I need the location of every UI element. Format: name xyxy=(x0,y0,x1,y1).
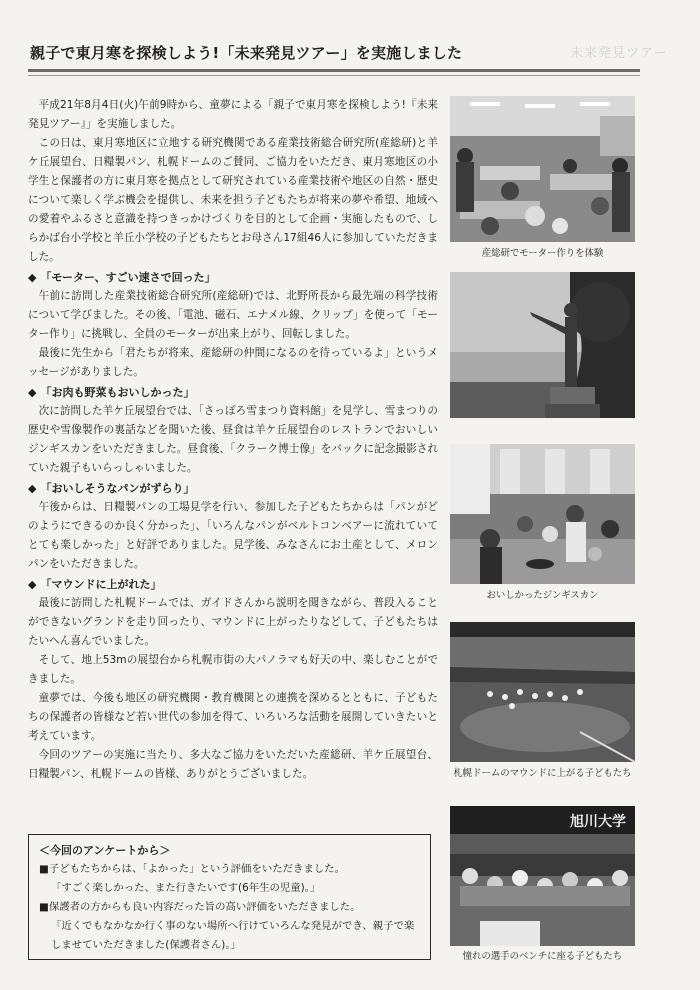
square-bullet-icon: ■ xyxy=(39,901,49,913)
section-paragraph: そして、地上53mの展望台から札幌市街の大パノラマも好天の中、楽しむことができました。 xyxy=(28,654,438,685)
section-heading xyxy=(28,575,438,594)
intro-paragraph: 平成21年8月4日(火)午前9時から、童夢による「親子で東月寒を探検しよう!『未来発見ツアー』」を実施しました。 xyxy=(28,99,438,130)
section-heading-text: 「モーター、すごい速さで回った」 xyxy=(40,271,216,284)
intro-paragraph: この日は、東月寒地区に立地する研究機関である産業技術総合研究所(産総研)と羊ケ丘展望台、日糧製パン、札幌ドームのご賛同、ご協力をいただき、東月寒地区の小学生と保護者の方に東月寒を拠点として研究されている産業技術や地区の自然・歴史について楽しく学ぶ機会を提供し、未来を担う子どもたちが将来の夢や希望、地域への愛着やふるさと意識を持つきっかけづくりを目的として企画・実施したもので、しらかば台小学校と羊丘小学校の子どもたちとお母さん17組46人に参加していただきました。 xyxy=(28,137,438,263)
section-heading-text: 「お肉も野菜もおいしかった」 xyxy=(40,386,195,399)
title-rule xyxy=(28,69,640,72)
photo-caption: 札幌ドームのマウンドに上がる子どもたち xyxy=(453,768,632,779)
section-heading xyxy=(28,268,438,287)
diamond-bullet-icon: ◆ xyxy=(28,271,37,284)
article-title: 親子で東月寒を探検しよう!「未来発見ツアー」を実施しました xyxy=(30,44,463,62)
square-bullet-icon: ■ xyxy=(39,863,49,875)
section-paragraph: 午後からは、日糧製パンの工場見学を行い、参加した子どもたちからは「パンがどのようにできるのか良く分かった」、「いろんなパンがベルトコンベアーに流れていてとても楽しかった」と好評でありました。見学後、みなさんにお土産として、メロンパンをいただきました。 xyxy=(28,501,438,570)
survey-quote: 「すごく楽しかった、また行きたいです(6年生の児童)。」 xyxy=(51,882,321,894)
section-heading xyxy=(28,383,438,402)
survey-quote: 「近くでもなかなか行く事のない場所へ行けていろんな発見ができ、親子で楽しませていただきました(保護者さん)。」 xyxy=(51,920,415,951)
photo-motor-workshop xyxy=(450,96,635,242)
lunch-photo-image xyxy=(450,444,635,584)
survey-item xyxy=(39,860,420,879)
section-paragraph: 最後に訪問した札幌ドームでは、ガイドさんから説明を聞きながら、普段入ることができないグランドを走り回ったり、マウンドに上がったりなどして、子どもたちはたいへん喜んでいました。 xyxy=(28,597,438,647)
photo-clark-statue xyxy=(450,272,635,418)
survey-item-text: 保護者の方からも良い内容だった旨の高い評価をいただきました。 xyxy=(48,901,361,913)
section-heading xyxy=(28,479,438,498)
section-heading-text: 「おいしそうなパンがずらり」 xyxy=(40,482,195,495)
photo-caption: 産総研でモーター作りを体験 xyxy=(481,248,604,259)
photo-jingisukan-lunch xyxy=(450,444,635,584)
article-body xyxy=(28,96,438,784)
diamond-bullet-icon: ◆ xyxy=(28,386,37,399)
sign-text: 旭川大学 xyxy=(570,814,626,830)
dome-photo-image xyxy=(450,622,635,762)
title-rule-thin xyxy=(28,75,640,76)
photo-players-bench xyxy=(450,806,635,946)
statue-photo-image xyxy=(450,272,635,418)
bench-photo-image xyxy=(450,806,635,946)
diamond-bullet-icon: ◆ xyxy=(28,578,37,591)
photo-caption: 憧れの選手のベンチに座る子どもたち xyxy=(462,951,623,962)
photo-caption: おいしかったジンギスカン xyxy=(486,590,599,601)
section-heading-text: 「マウンドに上がれた」 xyxy=(40,578,162,591)
section-paragraph: 童夢では、今後も地区の研究機関・教育機関との連携を深めるとともに、子どもたちの保護者の皆様など若い世代の参加を得て、いろいろな活動を展開していきたいと考えています。 xyxy=(28,692,438,742)
diamond-bullet-icon: ◆ xyxy=(28,482,37,495)
section-paragraph: 午前に訪問した産業技術総合研究所(産総研)では、北野所長から最先端の科学技術について学びました。その後、「電池、磁石、エナメル線、クリップ」を使って「モーター作り」に挑戦し、全員のモーターが出来上がり、回転しました。 xyxy=(28,290,438,340)
survey-item-text: 子どもたちからは、「よかった」という評価をいただきました。 xyxy=(48,863,345,875)
bleed-through-header: 未来発見ツアー xyxy=(570,46,668,61)
section-paragraph: 次に訪問した羊ケ丘展望台では、「さっぽろ雪まつり資料館」を見学し、雪まつりの歴史や雪像製作の裏話などを聞いた後、昼食は羊ケ丘展望台のレストランでおいしいジンギスカンをいただきました。昼食後、「クラーク博士像」をバックに記念撮影されていた親子もいらっしゃいました。 xyxy=(28,405,438,474)
section-paragraph: 今回のツアーの実施に当たり、多大なご協力をいただいた産総研、羊ケ丘展望台、日糧製パン、札幌ドームの皆様、ありがとうございました。 xyxy=(28,749,438,780)
photo-dome-mound xyxy=(450,622,635,762)
survey-item xyxy=(39,898,420,917)
survey-title: ＜今回のアンケートから＞ xyxy=(39,844,171,857)
classroom-photo-image xyxy=(450,96,635,242)
section-paragraph: 最後に先生から「君たちが将来、産総研の仲間になるのを待っているよ」というメッセージがありました。 xyxy=(28,347,438,378)
survey-box xyxy=(28,834,431,960)
